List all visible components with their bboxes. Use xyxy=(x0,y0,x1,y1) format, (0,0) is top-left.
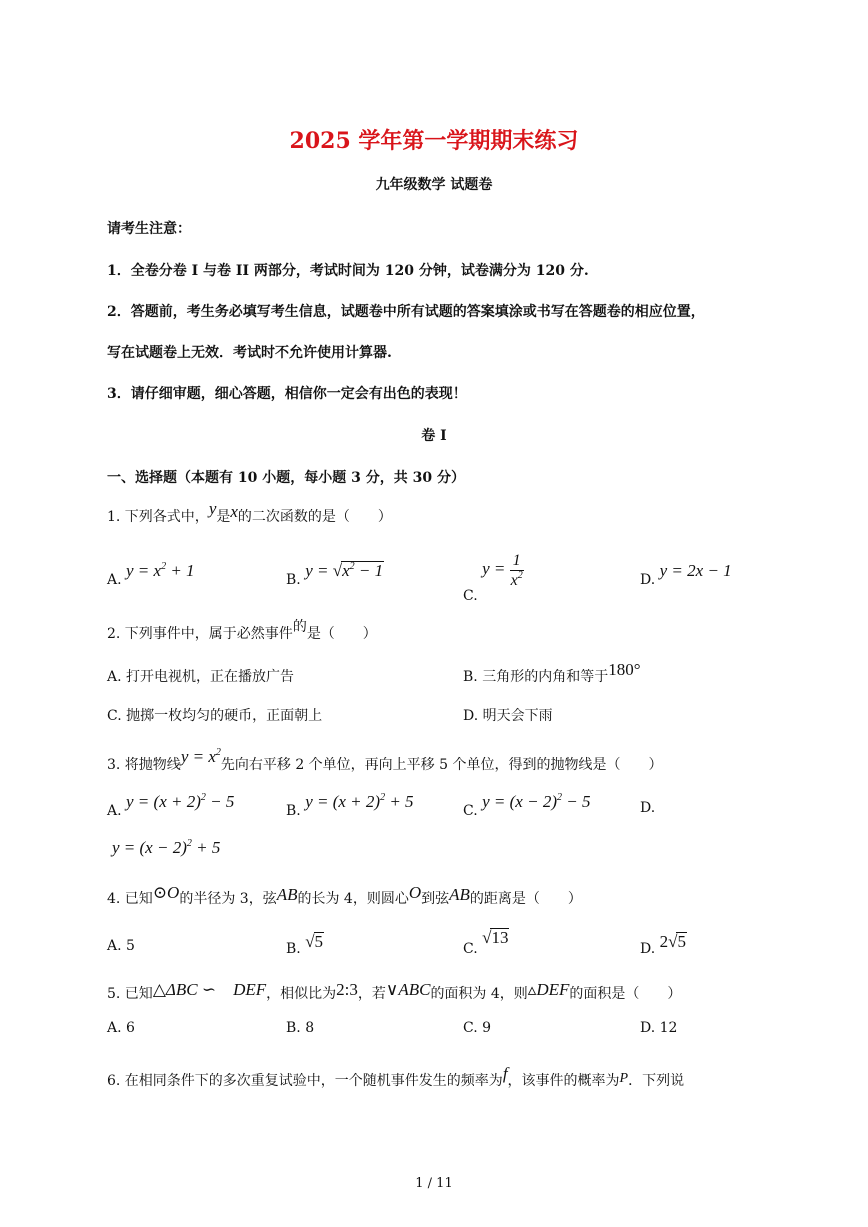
q4-option-a: A. 5 xyxy=(107,938,135,954)
question-3-stem: 3. 将抛物线$y = x^2$先向右平移 2 个单位，再向上平移 5 个单位，得到的抛物线是（ ） xyxy=(107,747,663,773)
volume-label: 卷 I xyxy=(421,428,447,444)
q1-option-b: B. $y = √x^2 - 1$ xyxy=(286,561,384,588)
q5-option-d: D. 12 xyxy=(640,1020,678,1036)
section-heading: 一、选择题（本题有 10 小题，每小题 3 分，共 30 分） xyxy=(107,470,465,486)
q3-option-c: C. $y = (x - 2)^2 - 5$ xyxy=(463,792,591,819)
q3-option-d-label: D. xyxy=(640,800,656,816)
notice-heading: 请考生注意： xyxy=(107,221,191,237)
notice-item-3: 3．请仔细审题，细心答题，相信你一定会有出色的表现！ xyxy=(107,386,467,402)
q2-option-a: A. 打开电视机，正在播放广告 xyxy=(107,669,295,685)
question-2-stem: 2. 下列事件中，属于必然事件的是（ ） xyxy=(107,619,377,642)
q2-option-d: D. 明天会下雨 xyxy=(463,708,553,724)
q1-option-c: C. y = $\frac{1}{x^2}$ xyxy=(463,552,523,605)
q1-option-d: D. y = 2x − 1 xyxy=(640,561,732,588)
notice-item-2: 2．答题前，考生务必填写考生信息，试题卷中所有试题的答案填涂或书写在答题卷的相应位置， xyxy=(107,304,705,320)
q4-option-b: B. √5 xyxy=(286,932,324,957)
q4-option-c: C. √13 xyxy=(463,928,509,957)
notice-item-2-cont: 写在试题卷上无效．考试时不允许使用计算器. xyxy=(107,345,392,361)
q2-option-c: C. 抛掷一枚均匀的硬币，正面朝上 xyxy=(107,708,323,724)
page-title: 2025 学年第一学期期末练习 xyxy=(289,128,579,154)
question-6-stem: 6. 在相同条件下的多次重复试验中，一个随机事件发生的频率为f，该事件的概率为P．下列说 xyxy=(107,1064,685,1089)
question-5-stem: 5. 已知△ΔBC ∽ DEF，相似比为2:3，若∨ABC的面积为 4，则▵DEF的面积是（ ） xyxy=(107,980,682,1002)
q3-option-a: A. $y = (x + 2)^2 - 5$ xyxy=(107,792,235,819)
q5-option-b: B. 8 xyxy=(286,1020,315,1036)
q3-option-b: B. $y = (x + 2)^2 + 5$ xyxy=(286,792,414,819)
q5-option-c: C. 9 xyxy=(463,1020,492,1036)
q5-option-a: A. 6 xyxy=(107,1020,135,1036)
page-subtitle: 九年级数学 试题卷 xyxy=(375,177,493,193)
page-number: 1 / 11 xyxy=(415,1176,453,1191)
q3-option-d: $y = (x - 2)^2 + 5$ xyxy=(112,838,221,857)
question-4-stem: 4. 已知⊙O的半径为 3，弦AB的长为 4，则圆心O到弦AB的距离是（ ） xyxy=(107,883,582,907)
q2-option-b: B. 三角形的内角和等于180° xyxy=(463,660,641,685)
q1-option-a: A. $y = x^2 + 1$ xyxy=(107,561,195,588)
q4-option-d: D. 2√5 xyxy=(640,932,686,957)
notice-item-1: 1．全卷分卷 I 与卷 II 两部分，考试时间为 120 分钟，试卷满分为 120 分. xyxy=(107,263,589,279)
question-1-stem: 1. 下列各式中，y是x的二次函数的是（ ） xyxy=(107,499,392,525)
